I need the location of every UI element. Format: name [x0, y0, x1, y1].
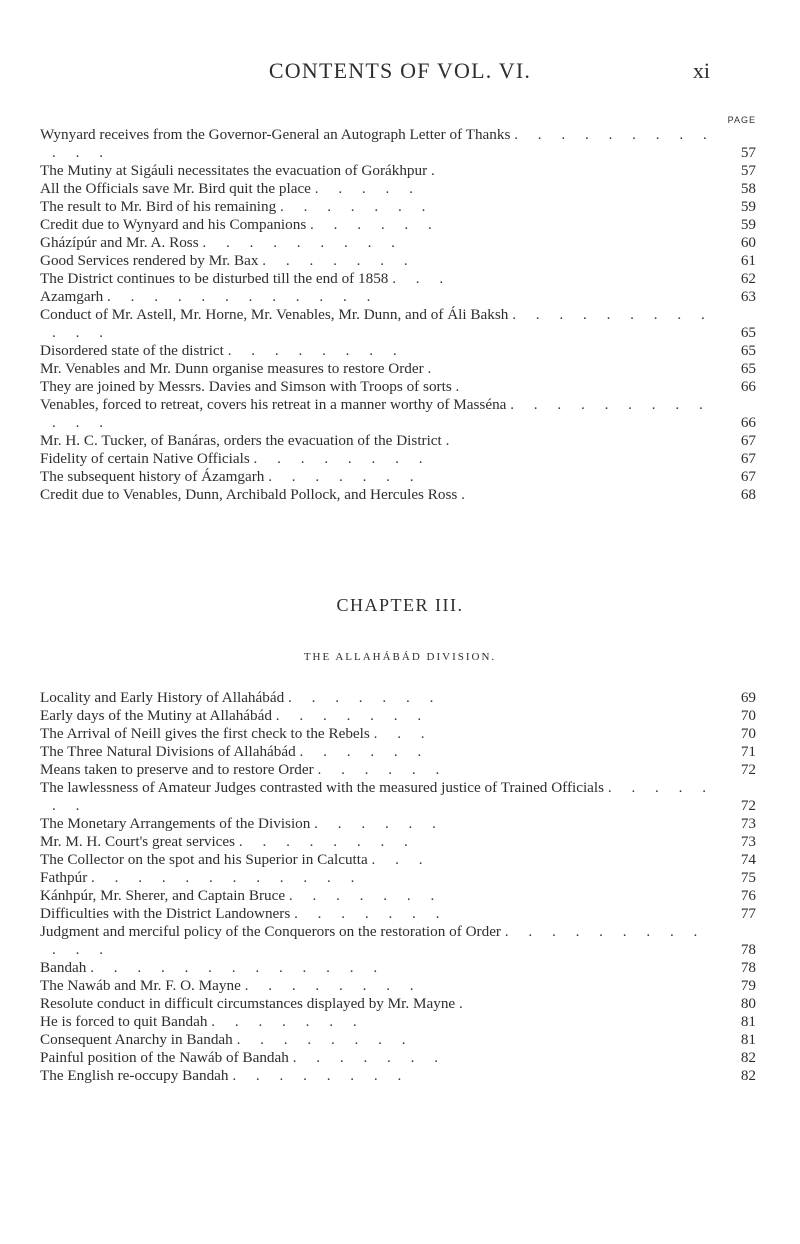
page-title: CONTENTS OF VOL. VI.: [268, 58, 532, 83]
entry-page-number: 59: [740, 198, 756, 215]
leader-dots: . . . . . . .: [280, 198, 434, 215]
entry-title: Kánhpúr, Mr. Sherer, and Captain Bruce: [40, 887, 286, 904]
entry-title: The Collector on the spot and his Superior in Calcutta: [40, 851, 368, 868]
entry-page-number: 67: [740, 432, 756, 449]
entry-title: He is forced to quit Bandah: [40, 1013, 208, 1030]
entry-page-number: 62: [740, 270, 756, 287]
entry-title: Disordered state of the district: [40, 342, 224, 359]
leader-dots: . . . . . . .: [52, 779, 715, 814]
entry-title: The lawlessness of Amateur Judges contrasted with the measured justice of Trained Officials: [40, 779, 605, 796]
contents-entry: [40, 725, 756, 743]
leader-dots: . . . . . . .: [211, 1013, 365, 1030]
contents-entry: [40, 779, 756, 815]
entry-title: Gházípúr and Mr. A. Ross: [40, 234, 199, 251]
leader-dots: . . . . . . .: [288, 887, 443, 904]
contents-entry: [40, 360, 756, 378]
entry-page-number: 65: [740, 360, 756, 377]
entry-page-number: 72: [740, 761, 756, 778]
entry-title: Means taken to preserve and to restore Order: [40, 761, 314, 778]
entry-title: Bandah: [40, 959, 87, 976]
entry-page-number: 70: [740, 707, 756, 724]
contents-entry: [40, 1067, 756, 1085]
entry-page-number: 65: [740, 324, 756, 341]
leader-dots: . . . . . . . .: [238, 833, 416, 850]
contents-entry: [40, 234, 756, 252]
leader-dots: . . . . . . .: [268, 468, 422, 485]
leader-dots: . . . . .: [314, 180, 421, 197]
entry-page-number: 59: [740, 216, 756, 233]
entry-page-number: 73: [740, 815, 756, 832]
entry-title: All the Officials save Mr. Bird quit the place: [40, 180, 311, 197]
entry-title: Credit due to Venables, Dunn, Archibald Pollock, and Hercules Ross: [40, 486, 458, 503]
leader-dots: . . . . . . .: [262, 252, 416, 269]
entry-page-number: 80: [740, 995, 756, 1012]
entry-title: The subsequent history of Ázamgarh: [40, 468, 265, 485]
entry-page-number: 66: [740, 414, 756, 431]
contents-entry: [40, 252, 756, 270]
entry-title: Venables, forced to retreat, covers his retreat in a manner worthy of Masséna: [40, 396, 507, 413]
leader-dots: . . . . . . . .: [244, 977, 422, 994]
leader-dots: . . . . . . . . .: [202, 234, 403, 251]
entry-title: The Arrival of Neill gives the first check to the Rebels: [40, 725, 370, 742]
leader-dots: .: [461, 486, 473, 503]
entry-title: The Three Natural Divisions of Allahábád: [40, 743, 296, 760]
entry-title: Mr. Venables and Mr. Dunn organise measures to restore Order: [40, 360, 424, 377]
entry-title: Consequent Anarchy in Bandah: [40, 1031, 233, 1048]
contents-entry: [40, 851, 756, 869]
entry-page-number: 69: [740, 689, 756, 706]
contents-entry: [40, 450, 756, 468]
entry-title: Mr. M. H. Court's great services: [40, 833, 236, 850]
leader-dots: . . .: [392, 270, 452, 287]
leader-dots: .: [458, 995, 471, 1012]
leader-dots: . . . . . . . . . . . .: [52, 396, 711, 431]
contents-entry: [40, 396, 756, 432]
entry-page-number: 61: [740, 252, 756, 269]
leader-dots: . . . . . . . .: [253, 450, 431, 467]
contents-entry: [40, 486, 756, 504]
entry-title: They are joined by Messrs. Davies and Simson with Troops of sorts: [40, 378, 452, 395]
contents-entry: [40, 743, 756, 761]
page-number: xi: [692, 58, 710, 83]
leader-dots: . . . . . . .: [292, 1049, 447, 1066]
contents-entry: [40, 162, 756, 180]
entry-title: The Mutiny at Sigáuli necessitates the evacuation of Gorákhpur: [40, 162, 428, 179]
contents-entry: [40, 707, 756, 725]
entry-title: Locality and Early History of Allahábád: [40, 689, 285, 706]
entry-title: Fathpúr: [40, 869, 88, 886]
contents-entry: [40, 689, 756, 707]
contents-entry: [40, 198, 756, 216]
entry-page-number: 73: [740, 833, 756, 850]
leader-dots: . . . . . .: [317, 761, 448, 778]
leader-dots: . . . . . . .: [288, 689, 442, 706]
entry-page-number: 66: [740, 378, 756, 395]
contents-entry: [40, 378, 756, 396]
contents-entry: [40, 432, 756, 450]
entry-title: Resolute conduct in difficult circumstances displayed by Mr. Mayne: [40, 995, 456, 1012]
entry-title: The English re-occupy Bandah: [40, 1067, 229, 1084]
entry-page-number: 60: [740, 234, 756, 251]
leader-dots: . . . . . .: [299, 743, 430, 760]
entry-title: The Monetary Arrangements of the Division: [40, 815, 311, 832]
leader-dots: . . . . . . . . . . . .: [107, 288, 379, 305]
contents-entry: [40, 342, 756, 360]
contents-entry: [40, 288, 756, 306]
entry-title: Mr. H. C. Tucker, of Banáras, orders the evacuation of the District: [40, 432, 442, 449]
contents-list-section-1: [40, 115, 756, 504]
entry-page-number: 74: [740, 851, 756, 868]
leader-dots: . . . . . . . . . . . .: [52, 306, 713, 341]
entry-title: The result to Mr. Bird of his remaining: [40, 198, 277, 215]
leader-dots: .: [427, 360, 440, 377]
entry-page-number: 77: [740, 905, 756, 922]
entry-page-number: 58: [740, 180, 756, 197]
leader-dots: .: [430, 162, 443, 179]
entry-page-number: 67: [740, 450, 756, 467]
contents-list-section-2: [40, 689, 756, 1085]
entry-page-number: 81: [740, 1031, 756, 1048]
contents-entry: [40, 1049, 756, 1067]
leader-dots: . . . . . . .: [275, 707, 430, 724]
page-column-label: PAGE: [727, 115, 756, 125]
contents-entry: [40, 923, 756, 959]
entry-page-number: 57: [740, 162, 756, 179]
contents-entry: [40, 468, 756, 486]
entry-page-number: 68: [740, 486, 756, 503]
entry-page-number: 78: [740, 959, 756, 976]
leader-dots: .: [455, 378, 468, 395]
contents-entry: [40, 306, 756, 342]
entry-title: The Nawáb and Mr. F. O. Mayne: [40, 977, 241, 994]
leader-dots: . . . . . .: [310, 216, 440, 233]
contents-entry: [40, 126, 756, 162]
entry-page-number: 71: [740, 743, 756, 760]
entry-page-number: 76: [740, 887, 756, 904]
entry-title: Difficulties with the District Landowners: [40, 905, 291, 922]
entry-page-number: 67: [740, 468, 756, 485]
leader-dots: . . . . . . . . . . . .: [52, 126, 715, 161]
leader-dots: . . . . . . . .: [236, 1031, 414, 1048]
entry-page-number: 82: [740, 1049, 756, 1066]
contents-entry: [40, 959, 756, 977]
entry-page-number: 79: [740, 977, 756, 994]
entry-page-number: 75: [740, 869, 756, 886]
running-head: [90, 58, 710, 92]
entry-page-number: 57: [740, 144, 756, 161]
entry-title: Early days of the Mutiny at Allahábád: [40, 707, 272, 724]
leader-dots: . . . . . . . . . . . .: [91, 869, 363, 886]
entry-page-number: 78: [740, 941, 756, 958]
leader-dots: . . . . . .: [314, 815, 444, 832]
leader-dots: .: [445, 432, 458, 449]
contents-entry: [40, 180, 756, 198]
entry-title: Painful position of the Nawáb of Bandah: [40, 1049, 289, 1066]
entry-page-number: 72: [740, 797, 756, 814]
contents-entry: [40, 1013, 756, 1031]
division-subtitle: THE ALLAHÁBÁD DIVISION.: [303, 651, 497, 663]
leader-dots: . . . . . . . .: [232, 1067, 410, 1084]
leader-dots: . . . . . . . .: [227, 342, 405, 359]
contents-entry: [40, 270, 756, 288]
contents-entry: [40, 216, 756, 234]
contents-entry: [40, 995, 756, 1013]
entry-title: Credit due to Wynyard and his Companions: [40, 216, 307, 233]
entry-page-number: 70: [740, 725, 756, 742]
entry-page-number: 81: [740, 1013, 756, 1030]
entry-title: Azamgarh: [40, 288, 104, 305]
contents-entry: [40, 977, 756, 995]
contents-entry: [40, 887, 756, 905]
contents-entry: [40, 833, 756, 851]
contents-entry: [40, 761, 756, 779]
contents-entry: [40, 905, 756, 923]
entry-title: Fidelity of certain Native Officials: [40, 450, 250, 467]
entry-page-number: 63: [740, 288, 756, 305]
entry-title: The District continues to be disturbed till the end of 1858: [40, 270, 389, 287]
leader-dots: . . . . . . . . . . . . .: [90, 959, 386, 976]
entry-title: Good Services rendered by Mr. Bax: [40, 252, 259, 269]
leader-dots: . . . . . . .: [294, 905, 448, 922]
leader-dots: . . .: [373, 725, 433, 742]
chapter-heading: CHAPTER III.: [336, 595, 464, 615]
entry-title: Judgment and merciful policy of the Conquerors on the restoration of Order: [40, 923, 501, 940]
contents-entry: [40, 815, 756, 833]
entry-title: Wynyard receives from the Governor-General an Autograph Letter of Thanks: [40, 126, 511, 143]
leader-dots: . . . . . . . . . . . .: [52, 923, 706, 958]
entry-page-number: 82: [740, 1067, 756, 1084]
entry-page-number: 65: [740, 342, 756, 359]
contents-entry: [40, 1031, 756, 1049]
leader-dots: . . .: [371, 851, 431, 868]
contents-entry: [40, 869, 756, 887]
entry-title: Conduct of Mr. Astell, Mr. Horne, Mr. Venables, Mr. Dunn, and of Áli Baksh: [40, 306, 509, 323]
